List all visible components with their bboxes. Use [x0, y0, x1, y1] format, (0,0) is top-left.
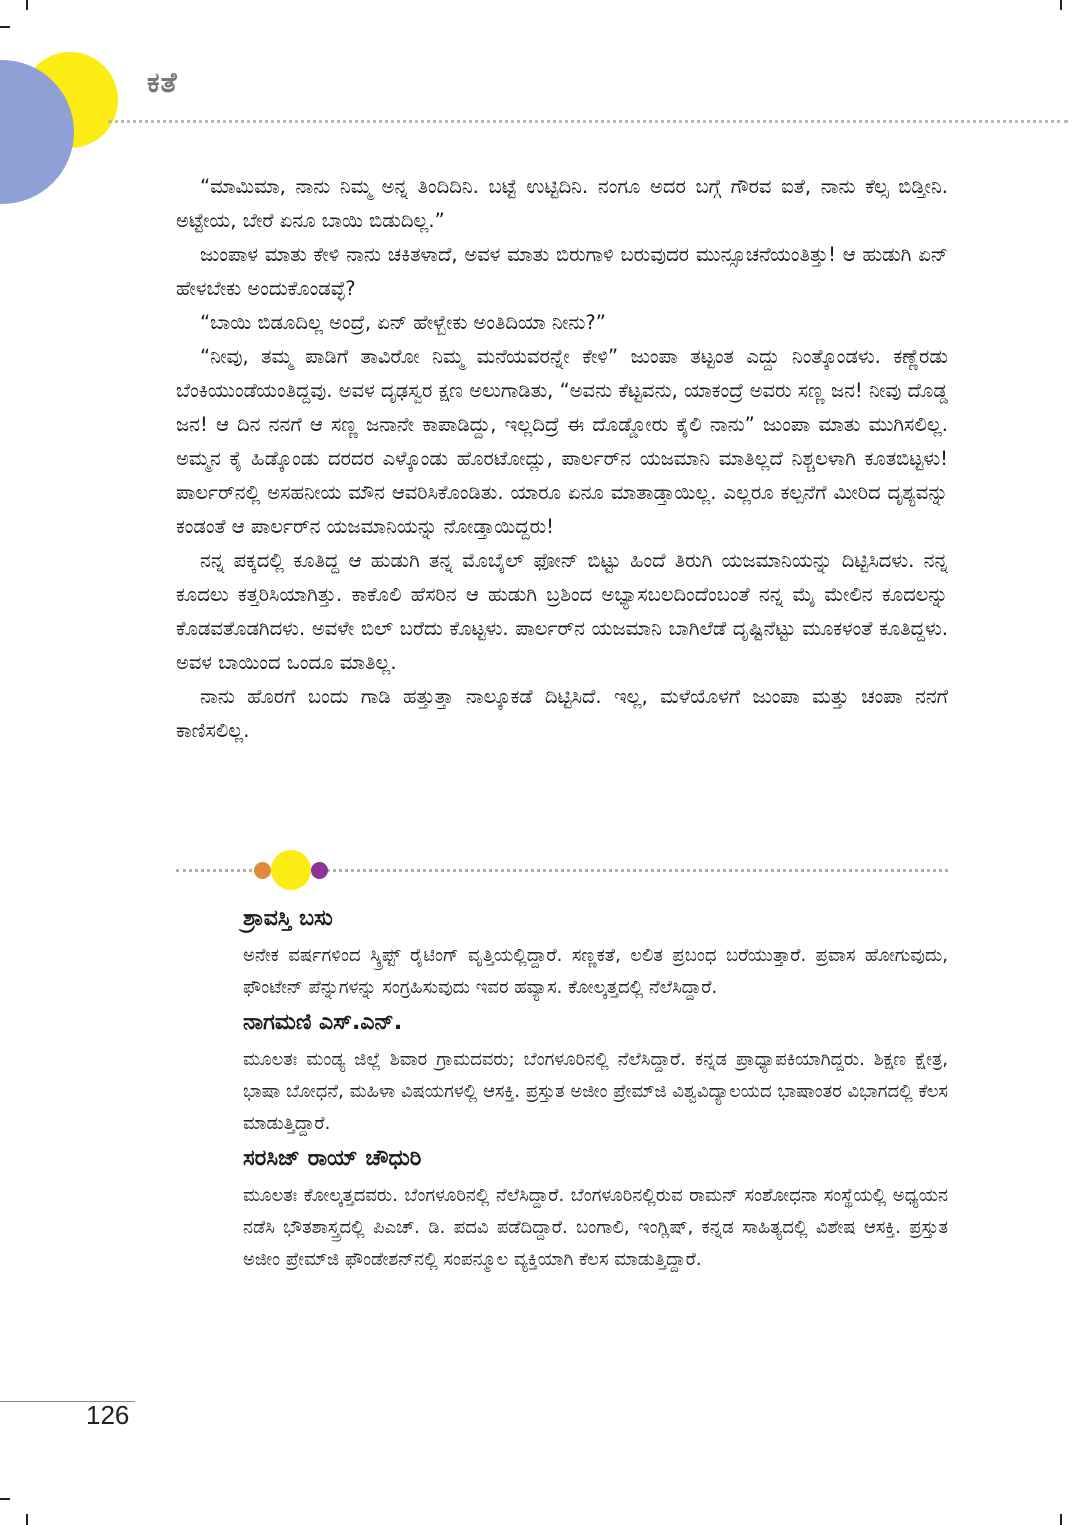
- bio-text: ಮೂಲತಃ ಮಂಡ್ಯ ಜಿಲ್ಲೆ ಶಿವಾರ ಗ್ರಾಮದವರು; ಬೆಂಗಳೂರಿನಲ್ಲಿ ನೆಲೆಸಿದ್ದಾರೆ. ಕನ್ನಡ ಪ್ರಾಧ್ಯಾಪಕಿಯಾಗಿದ್ದರು. ಶಿಕ್ಷಣ ಕ್ಷೇತ್ರ, ಭಾಷಾ ಬೋಧನೆ, ಮಹಿಳಾ ವಿಷಯಗಳಲ್ಲಿ ಆಸಕ್ತಿ. ಪ್ರಸ್ತುತ ಅಜೀಂ ಪ್ರೇಮ್‌ಜಿ ವಿಶ್ವವಿದ್ಯಾಲಯದ ಭಾಷಾಂತರ ವಿಭಾಗದಲ್ಲಿ ಕೆಲಸ ಮಾಡುತ್ತಿದ್ದಾರೆ.: [243, 1049, 948, 1134]
- bio-text: ಅನೇಕ ವರ್ಷಗಳಿಂದ ಸ್ಕ್ರಿಪ್ಟ್ ರೈಟಿಂಗ್ ವೃತ್ತಿಯಲ್ಲಿದ್ದಾರೆ. ಸಣ್ಣಕತೆ, ಲಲಿತ ಪ್ರಬಂಧ ಬರೆಯುತ್ತಾರೆ. ಪ್ರವಾಸ ಹೋಗುವುದು, ಫೌಂಟೇನ್ ಪೆನ್ನುಗಳನ್ನು ಸಂಗ್ರಹಿಸುವುದು ಇವರ ಹವ್ಯಾಸ. ಕೋಲ್ಕತ್ತದಲ್ಲಿ ನೆಲೆಸಿದ್ದಾರೆ.: [243, 945, 948, 998]
- story-paragraph: “ಮಾಮಿಮಾ, ನಾನು ನಿಮ್ಮ ಅನ್ನ ತಿಂದಿದಿನಿ. ಬಟ್ಟೆ ಉಟ್ಟಿದಿನಿ. ನಂಗೂ ಅದರ ಬಗ್ಗೆ ಗೌರವ ಐತೆ, ನಾನು ಕೆಲ್ಸ ಬಿಡ್ತೀನಿ. ಅಟ್ಟೇಯ, ಬೇರೆ ಏನೂ ಬಾಯಿ ಬಿಡುದಿಲ್ಲ.”: [176, 175, 948, 232]
- story-paragraph: “ನೀವು, ತಮ್ಮ ಪಾಡಿಗೆ ತಾವಿರೋ ನಿಮ್ಮ ಮನೆಯವರನ್ನೇ ಕೇಳಿ” ಜುಂಪಾ ತಟ್ಟಂತ ಎದ್ದು ನಿಂತ್ಕೊಂಡಳು. ಕಣ್ಣೆರಡು ಬೆಂಕಿಯುಂಡೆಯಂತಿದ್ದವು. ಅವಳ ದೃಢಸ್ವರ ಕ್ಷಣ ಅಲುಗಾಡಿತು, “ಅವನು ಕೆಟ್ಟವನು, ಯಾಕಂದ್ರೆ ಅವರು ಸಣ್ಣ ಜನ! ನೀವು ದೊಡ್ಡ ಜನ! ಆ ದಿನ ನನಗೆ ಆ ಸಣ್ಣ ಜನಾನೇ ಕಾಪಾಡಿದ್ದು, ಇಲ್ಲದಿದ್ರೆ ಈ ದೊಡ್ಡೋರು ಕೈಲಿ ನಾನು” ಜುಂಪಾ ಮಾತು ಮುಗಿಸಲಿಲ್ಲ. ಅಮ್ಮನ ಕೈ ಹಿಡ್ಕೊಂಡು ದರದರ ಎಳ್ಕೊಂಡು ಹೊರಟೋದ್ಲು, ಪಾರ್ಲರ್‌ನ ಯಜಮಾನಿ ಮಾತಿಲ್ಲದೆ ನಿಶ್ಚಲಳಾಗಿ ಕೂತಬಿಟ್ಟಳು! ಪಾರ್ಲರ್‌ನಲ್ಲಿ ಅಸಹನೀಯ ಮೌನ ಆವರಿಸಿಕೊಂಡಿತು. ಯಾರೂ ಏನೂ ಮಾತಾಡ್ತಾಯಿಲ್ಲ. ಎಲ್ಲರೂ ಕಲ್ಪನೆಗೆ ಮೀರಿದ ದೃಶ್ಯವನ್ನು ಕಂಡಂತೆ ಆ ಪಾರ್ಲರ್‌ನ ಯಜಮಾನಿಯನ್ನು ನೋಡ್ತಾಯಿದ್ದರು!: [176, 345, 948, 538]
- divider-purple-dot: [311, 862, 328, 879]
- page-number: 126: [86, 1400, 130, 1430]
- crop-mark: [26, 0, 28, 10]
- bio-name: ಶ್ರಾವಸ್ತಿ ಬಸು: [243, 906, 333, 931]
- bio-name: ಸರಸಿಜ್ ರಾಯ್ ಚೌಧುರಿ: [243, 1146, 422, 1171]
- bio-name: ನಾಗಮಣಿ ಎಸ್.ಎನ್.: [243, 1010, 403, 1035]
- story-paragraph: ಜುಂಪಾಳ ಮಾತು ಕೇಳಿ ನಾನು ಚಕಿತಳಾದೆ, ಅವಳ ಮಾತು ಬಿರುಗಾಳಿ ಬರುವುದರ ಮುನ್ಸೂಚನೆಯಂತಿತ್ತು! ಆ ಹುಡುಗಿ ಏನ್ ಹೇಳಬೇಕು ಅಂದುಕೊಂಡವ್ಳೆ?: [176, 243, 948, 300]
- crop-mark: [1060, 0, 1062, 10]
- bio-text: ಮೂಲತಃ ಕೋಲ್ಕತ್ತದವರು. ಬೆಂಗಳೂರಿನಲ್ಲಿ ನೆಲೆಸಿದ್ದಾರೆ. ಬೆಂಗಳೂರಿನಲ್ಲಿರುವ ರಾಮನ್ ಸಂಶೋಧನಾ ಸಂಸ್ಥೆಯಲ್ಲಿ ಅಧ್ಯಯನ ನಡೆಸಿ ಭೌತಶಾಸ್ತ್ರದಲ್ಲಿ ಪಿಎಚ್. ಡಿ. ಪದವಿ ಪಡೆದಿದ್ದಾರೆ. ಬಂಗಾಲಿ, ಇಂಗ್ಲಿಷ್, ಕನ್ನಡ ಸಾಹಿತ್ಯದಲ್ಲಿ ವಿಶೇಷ ಆಸಕ್ತಿ. ಪ್ರಸ್ತುತ ಅಜೀಂ ಪ್ರೇಮ್‌ಜಿ ಫೌಂಡೇಶನ್‌ನಲ್ಲಿ ಸಂಪನ್ಮೂಲ ವ್ಯಕ್ತಿಯಾಗಿ ಕೆಲಸ ಮಾಡುತ್ತಿದ್ದಾರೆ.: [243, 1185, 948, 1270]
- section-title: ಕತೆ: [147, 66, 178, 99]
- story-paragraph: ನನ್ನ ಪಕ್ಕದಲ್ಲಿ ಕೂತಿದ್ದ ಆ ಹುಡುಗಿ ತನ್ನ ಮೊಬೈಲ್ ಫೋನ್ ಬಿಟ್ಟು ಹಿಂದೆ ತಿರುಗಿ ಯಜಮಾನಿಯನ್ನು ದಿಟ್ಟಿಸಿದಳು. ನನ್ನ ಕೂದಲು ಕತ್ತರಿಸಿಯಾಗಿತ್ತು. ಕಾಕೊಲಿ ಹೆಸರಿನ ಆ ಹುಡುಗಿ ಬ್ರಶಿಂದ ಅಭ್ಯಾಸಬಲದಿಂದೆಂಬಂತೆ ನನ್ನ ಮೈ ಮೇಲಿನ ಕೂದಲನ್ನು ಕೊಡವತೊಡಗಿದಳು. ಅವಳೇ ಬಿಲ್ ಬರೆದು ಕೊಟ್ಟಳು. ಪಾರ್ಲರ್‌ನ ಯಜಮಾನಿ ಬಾಗಿಲೆಡೆ ದೃಷ್ಟಿನೆಟ್ಟು ಮೂಕಳಂತೆ ಕೂತಿದ್ದಳು. ಅವಳ ಬಾಯಿಂದ ಒಂದೂ ಮಾತಿಲ್ಲ.: [176, 549, 948, 674]
- crop-mark: [0, 26, 10, 28]
- crop-mark: [1060, 1514, 1062, 1525]
- story-paragraph: ನಾನು ಹೊರಗೆ ಬಂದು ಗಾಡಿ ಹತ್ತುತ್ತಾ ನಾಲ್ಕೂಕಡೆ ದಿಟ್ಟಿಸಿದೆ. ಇಲ್ಲ, ಮಳೆಯೊಳಗೆ ಜುಂಪಾ ಮತ್ತು ಚಂಪಾ ನನಗೆ ಕಾಣಿಸಲಿಲ್ಲ.: [176, 685, 948, 742]
- story-paragraph: “ಬಾಯಿ ಬಿಡೂದಿಲ್ಲ ಅಂದ್ರೆ, ಏನ್ ಹೇಳ್ಬೇಕು ಅಂತಿದಿಯಾ ನೀನು?”: [200, 311, 606, 334]
- divider-yellow-dot: [271, 850, 311, 890]
- crop-mark: [26, 1514, 28, 1525]
- divider-orange-dot: [254, 862, 271, 879]
- header-dotted-rule: [108, 120, 1068, 123]
- story-body: [176, 170, 948, 748]
- contributor-bios: [243, 902, 948, 1278]
- crop-mark: [0, 1498, 10, 1500]
